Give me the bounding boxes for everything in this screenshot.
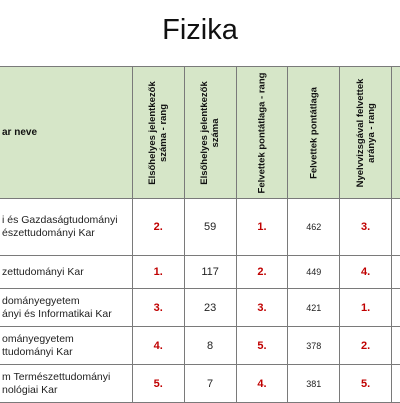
language-exam-rank-cell: 5. — [340, 365, 392, 403]
first-choice-count-cell: 8 — [184, 327, 236, 365]
avg-score-cell: 462 — [288, 199, 340, 256]
faculty-name-cell — [0, 365, 132, 403]
ranking-table — [0, 66, 400, 403]
language-exam-rank-cell: 2. — [340, 327, 392, 365]
faculty-name-line: zettudományi Kar — [2, 265, 84, 278]
header-avg-score — [288, 67, 340, 199]
avg-score-rank-cell: 5. — [236, 327, 288, 365]
faculty-name-line: ányi és Informatikai Kar — [2, 307, 112, 320]
language-exam-rank-cell: 4. — [340, 256, 392, 289]
table-row — [0, 289, 400, 327]
avg-score-rank-cell: 3. — [236, 289, 288, 327]
faculty-name-line: nológiai Kar — [2, 383, 58, 396]
language-exam-rank-cell: 1. — [340, 289, 392, 327]
avg-score-cell: 421 — [288, 289, 340, 327]
avg-score-rank-cell: 4. — [236, 365, 288, 403]
avg-score-cell: 449 — [288, 256, 340, 289]
faculty-name-line: m Természettudományi — [2, 370, 111, 383]
first-choice-rank-cell: 5. — [132, 365, 184, 403]
header-first-choice-count-label: Elsőhelyes jelentkezők száma — [199, 80, 222, 185]
first-choice-count-cell: 23 — [184, 289, 236, 327]
cut-cell — [392, 199, 400, 256]
page-title: Fizika — [162, 14, 238, 46]
header-language-exam-rank — [340, 67, 392, 199]
first-choice-rank-cell: 2. — [132, 199, 184, 256]
faculty-name-cell — [0, 327, 132, 365]
table-row — [0, 199, 400, 256]
header-first-choice-count — [184, 67, 236, 199]
header-first-choice-rank — [132, 67, 184, 199]
table-row — [0, 365, 400, 403]
header-avg-score-label: Felvettek pontátlaga — [308, 86, 320, 179]
header-faculty-name: ar neve — [0, 67, 132, 199]
header-avg-score-rank — [236, 67, 288, 199]
cut-cell — [392, 256, 400, 289]
table-row — [0, 327, 400, 365]
faculty-name-line: ttudományi Kar — [2, 345, 73, 358]
faculty-name-line: i és Gazdaságtudományi — [2, 214, 118, 226]
faculty-name-line: dományegyetem — [2, 294, 80, 307]
cut-cell — [392, 327, 400, 365]
header-avg-score-rank-label: Felvettek pontátlaga - rang — [256, 72, 268, 193]
faculty-name-cell — [0, 256, 132, 289]
first-choice-rank-cell: 1. — [132, 256, 184, 289]
language-exam-rank-cell: 3. — [340, 199, 392, 256]
faculty-name-line: ományegyetem — [2, 332, 74, 345]
faculty-name-cell — [0, 199, 132, 256]
avg-score-cell: 378 — [288, 327, 340, 365]
first-choice-count-cell: 7 — [184, 365, 236, 403]
first-choice-rank-cell: 4. — [132, 327, 184, 365]
header-row — [0, 67, 400, 199]
cut-cell — [392, 289, 400, 327]
cut-cell — [392, 365, 400, 403]
table-row — [0, 256, 400, 289]
first-choice-rank-cell: 3. — [132, 289, 184, 327]
first-choice-count-cell: 117 — [184, 256, 236, 289]
avg-score-rank-cell: 2. — [236, 256, 288, 289]
faculty-name-line: észettudományi Kar — [2, 227, 95, 239]
header-cut-column — [392, 67, 400, 199]
avg-score-rank-cell: 1. — [236, 199, 288, 256]
faculty-name-cell — [0, 289, 132, 327]
avg-score-cell: 381 — [288, 365, 340, 403]
ranking-table-container — [0, 66, 400, 403]
first-choice-count-cell: 59 — [184, 199, 236, 256]
header-first-choice-rank-label: Elsőhelyes jelentkezők száma - rang — [147, 80, 170, 185]
header-language-exam-rank-label: Nyelvvizsgával felvettek aránya - rang — [354, 78, 377, 187]
